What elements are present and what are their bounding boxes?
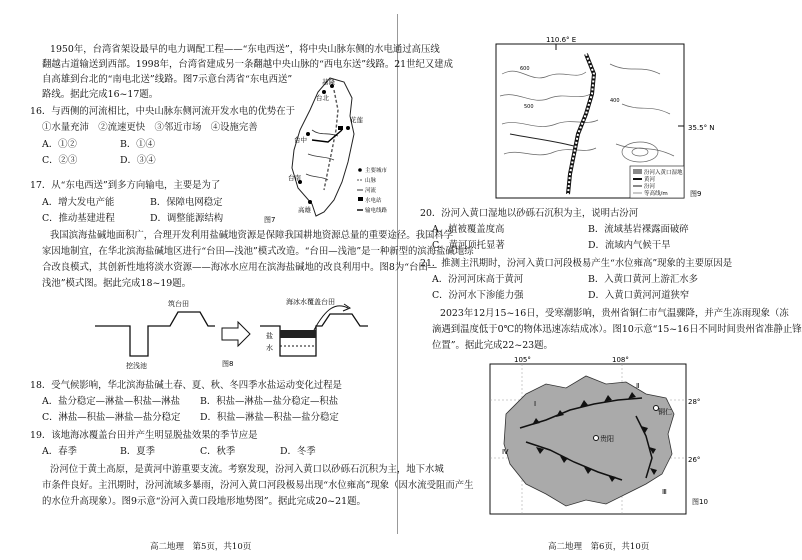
para2-line3: 合改良模式，其创新性地将淡水资源——海冰水应用在滨海盐碱地的改良利用中。图8为“台田—	[42, 262, 438, 273]
q20-stem: 20．汾河入黄口湿地以砂砾石沉积为主，说明古汾河	[420, 208, 639, 219]
q17-stem: 17．从“东电西送”到多方向输电，主要是为了	[30, 180, 221, 191]
para1-line1: 1950年，台湾省架设最早的电力调配工程——“东电西送”，将中央山脉东侧的水电通过高压线	[50, 44, 440, 55]
city-label-keelung: 基隆	[322, 78, 335, 86]
q18-option-b[interactable]: B．积盐—淋盐—盐分稳定—积盐	[200, 396, 339, 407]
city-marker-guiyang	[594, 436, 599, 441]
fig9-latitude-label: 35.5° N	[688, 124, 715, 132]
city-marker-kaohsiung	[308, 200, 312, 204]
q16-stem: 16．与西侧的河流相比，中央山脉东侧河流开发水电的优势在于	[30, 106, 296, 117]
fig9-legend-contour: 等高线/m	[644, 191, 668, 197]
legend-city-icon	[358, 168, 362, 172]
fig8-ice-layer	[280, 330, 316, 338]
q21-stem: 21．推测主汛期时，汾河入黄口河段极易产生“水位雍高”现象的主要原因是	[420, 258, 733, 269]
para4-line2: 滴遇到温度低于0℃的物体迅速冻结成冰）。图10示意“15~16日不同时间贵州省准静止锋	[432, 324, 802, 335]
figure-7-taiwan-map	[264, 70, 390, 240]
q17-option-b[interactable]: B．保障电网稳定	[150, 197, 223, 208]
legend-river: 河流	[365, 188, 377, 194]
q21-option-c[interactable]: C．汾河水下渗能力强	[432, 290, 524, 301]
q17-option-a[interactable]: A．增大发电产能	[42, 197, 115, 208]
q16-items: ①水量充沛 ②流速更快 ③邻近市场 ④设施完善	[42, 122, 258, 133]
figure-10-caption: 图10	[692, 498, 708, 506]
q17-option-c[interactable]: C．推动基建进程	[42, 213, 115, 224]
legend-hydro: 水电站	[365, 198, 382, 204]
q18-option-a[interactable]: A．盐分稳定—淋盐—积盐—淋盐	[42, 396, 181, 407]
fig10-city-guiyang: 贵阳	[600, 435, 614, 443]
fig9-contour-label-600: 600	[520, 66, 530, 72]
fig9-legend-wetland: 汾河入黄口湿地	[644, 170, 683, 176]
q19-option-d[interactable]: D．冬季	[280, 446, 316, 457]
legend-mountain: 山脉	[365, 178, 377, 184]
city-label-kaohsiung: 高雄	[298, 206, 311, 214]
page-footer-5: 高二地理 第5页，共10页	[150, 542, 252, 552]
para2-line4: 浅池”模式图。据此完成18~19题。	[42, 278, 192, 289]
q19-option-c[interactable]: C．秋季	[200, 446, 236, 457]
city-marker-hualien	[346, 126, 350, 130]
q20-option-a[interactable]: A．植被覆盖度高	[432, 224, 505, 235]
para3-line2: 市条件良好。主汛期时，汾河流域多暴雨，汾河入黄口河段极易出现“水位雍高”现象（因水流受阻而产生	[42, 480, 474, 491]
q21-option-b[interactable]: B．入黄口黄河上游汇水多	[588, 274, 699, 285]
fig9-legend-yellow-river: 黄河	[644, 177, 656, 183]
fig10-lon-105: 105°	[514, 356, 531, 364]
legend-wetland-icon	[633, 169, 642, 174]
fig10-lon-108: 108°	[612, 356, 629, 364]
q16-option-d[interactable]: D．③④	[120, 155, 156, 166]
fig9-longitude-label: 110.6° E	[546, 36, 577, 44]
city-label-tainan: 台南	[288, 174, 301, 182]
figure-7-caption: 图7	[264, 216, 276, 224]
city-label-taipei: 台北	[316, 94, 329, 102]
para2-line2: 家因地制宜，在华北滨海盐碱地区进行“台田—浅池”模式改造。“台田—浅池”是一种新型的滨海盐碱地综	[42, 246, 474, 257]
fig8-label-water: 水	[266, 344, 273, 352]
q19-stem: 19．该地海冰覆盖台田并产生明显脱盐效果的季节应是	[30, 430, 258, 441]
para2-line1: 我国滨海盐碱地面积广，合理开发利用盐碱地资源是保障我国耕地资源总量的重要途径。我国科学	[50, 230, 454, 241]
q20-option-c[interactable]: C．黄河顶托显著	[432, 240, 505, 251]
q19-option-a[interactable]: A．春季	[42, 446, 77, 457]
q16-option-a[interactable]: A．①②	[42, 139, 77, 150]
para1-line4: 路线。据此完成16~17题。	[42, 89, 159, 100]
q18-option-c[interactable]: C．淋盐—积盐—淋盐—盐分稳定	[42, 412, 181, 423]
fig9-contour-label-500: 500	[524, 104, 534, 110]
q20-option-b[interactable]: B．流域基岩裸露面破碎	[588, 224, 689, 235]
page-footer-6: 高二地理 第6页，共10页	[548, 542, 650, 552]
city-label-hualien: 花莲	[350, 116, 363, 124]
legend-hydro-icon	[358, 197, 363, 201]
para4-line3: 位置”。据此完成22~23题。	[432, 340, 553, 351]
q17-option-d[interactable]: D．调整能源结构	[150, 213, 224, 224]
q19-option-b[interactable]: B．夏季	[120, 446, 156, 457]
fig8-label-build-terrace: 筑台田	[168, 300, 189, 308]
para3-line3: 的水位升高现象）。图9示意“汾河入黄口段地形地势图”。据此完成20~21题。	[42, 496, 366, 507]
fig10-front-I: Ⅰ	[534, 400, 537, 408]
fig10-front-IV: Ⅳ	[502, 448, 509, 456]
q21-option-d[interactable]: D．入黄口黄河河道狭窄	[588, 290, 690, 301]
fig10-lat-28: 28°	[688, 398, 701, 406]
q18-stem: 18．受气候影响，华北滨海盐碱土春、夏、秋、冬四季水盐运动变化过程是	[30, 380, 342, 391]
para1-line2: 翻越古道输送到西部。1998年，台湾省建成另一条翻越中央山脉的“西电东送”线路。21世纪又建成	[42, 59, 454, 70]
fig9-legend-fen-river: 汾河	[644, 184, 656, 190]
q18-option-d[interactable]: D．积盐—淋盐—积盐—盐分稳定	[200, 412, 339, 423]
fig10-lat-26: 26°	[688, 456, 701, 464]
right-page	[398, 0, 802, 560]
para3-line1: 汾河位于黄土高原，是黄河中游重要支流。考察发现，汾河入黄口以砂砾石沉积为主，地下水城	[50, 464, 444, 475]
fig8-arrow-icon	[222, 322, 250, 346]
fig8-label-ice-cover: 海冰水覆盖台田	[286, 298, 335, 306]
fig8-label-dig-pond: 挖浅池	[126, 362, 147, 370]
figure-9-caption: 图9	[690, 190, 702, 198]
q16-option-c[interactable]: C．②③	[42, 155, 78, 166]
q21-option-a[interactable]: A．汾河河床高于黄河	[432, 274, 524, 285]
fig10-front-III: Ⅲ	[662, 488, 667, 496]
fig8-label-salt: 盐	[266, 332, 273, 340]
para4-line1: 2023年12月15~16日，受寒潮影响，贵州省铜仁市气温骤降，并产生冻雨现象（冻	[440, 308, 789, 319]
legend-powerline: 输电线路	[365, 208, 388, 214]
city-label-taichung: 台中	[294, 136, 307, 144]
legend-city: 主要城市	[365, 168, 388, 174]
figure-8-caption: 图8	[222, 360, 234, 368]
fig10-front-II: Ⅱ	[636, 382, 640, 390]
q20-option-d[interactable]: D．流域内气候干旱	[588, 240, 671, 251]
fig9-contour-label-400: 400	[610, 98, 620, 104]
fig10-city-tongren: 铜仁	[658, 408, 672, 416]
figure-9-fen-river-map	[490, 34, 780, 202]
q16-option-b[interactable]: B．①④	[120, 139, 156, 150]
figure-8-terrace-pond	[90, 294, 370, 372]
para1-line3: 自高雄到台北的“南电北送”线路。图7示意台湾省“东电西送”	[42, 74, 293, 85]
hydropower-station-icon	[338, 126, 343, 130]
figure-10-guizhou-front-map	[486, 354, 724, 534]
